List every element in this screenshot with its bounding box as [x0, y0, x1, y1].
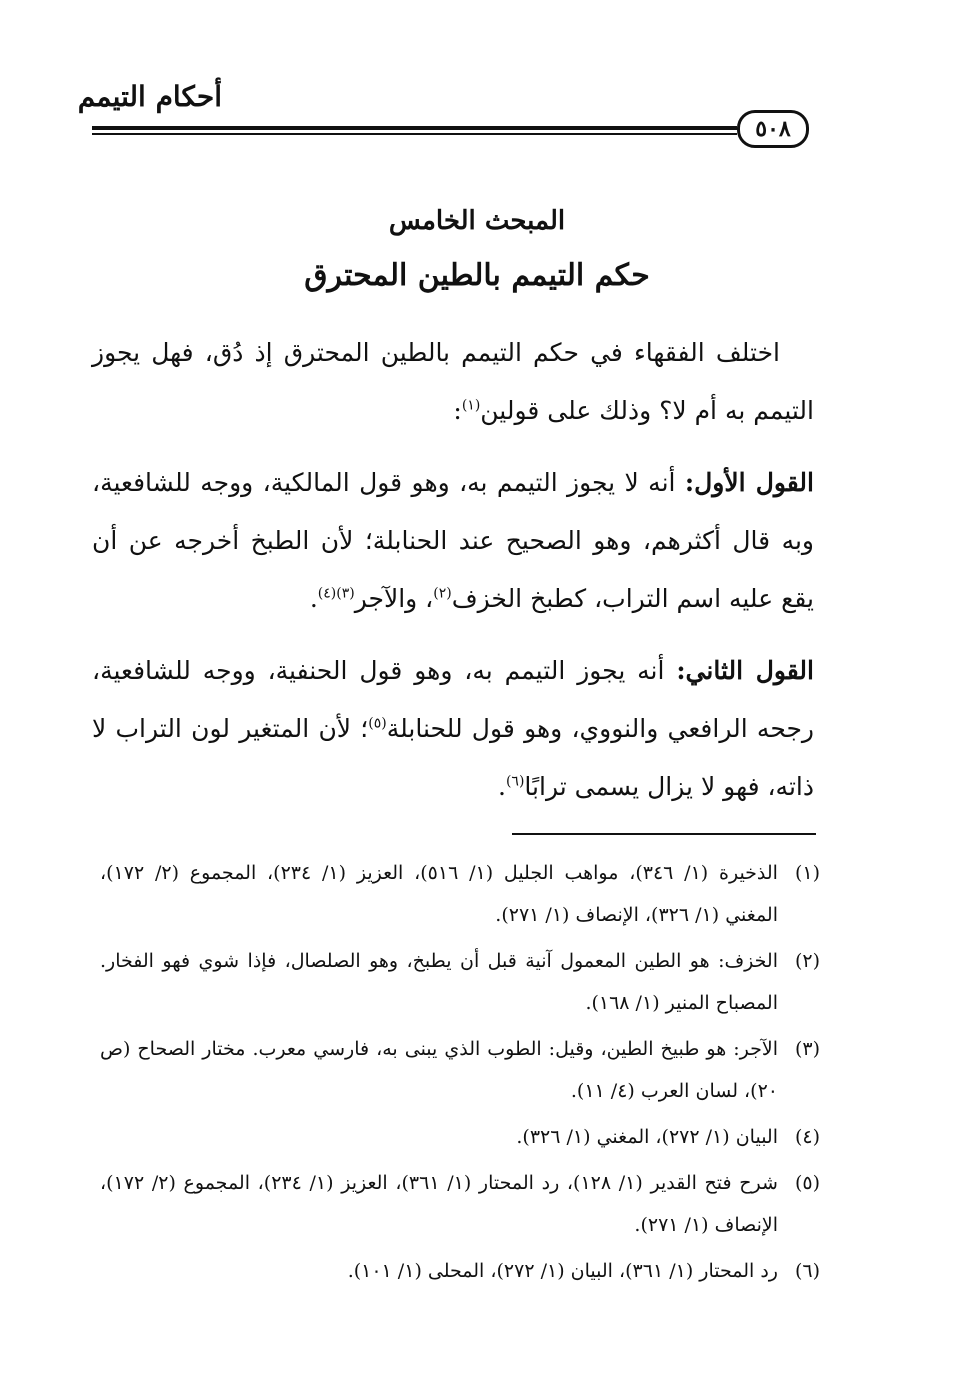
footnote-text: الآجر: هو طبيخ الطين، وقيل: الطوب الذي يبنى به، فارسي معرب. مختار الصحاح (ص ٢٠)، لسان العرب (٤/ ١١). [100, 1038, 778, 1102]
running-title: أحكام التيمم [77, 80, 222, 113]
header-rule-thin [92, 133, 737, 135]
footnote-item [100, 852, 820, 936]
section-title: حكم التيمم بالطين المحترق [304, 258, 650, 293]
footnote-text: البيان (١/ ٢٧٢)، المغني (١/ ٣٢٦). [516, 1126, 778, 1148]
footnote-text: رد المحتار (١/ ٣٦١)، البيان (١/ ٢٧٢)، المحلى (١/ ١٠١). [347, 1260, 778, 1282]
first-opinion-text: ، والآجر [354, 584, 434, 613]
footnote-number: (٣) [794, 1038, 820, 1060]
footnote-number: (٢) [794, 950, 820, 972]
footnote-item [100, 940, 820, 1024]
second-opinion-text: . [498, 772, 506, 801]
footnote-item [100, 1116, 820, 1158]
footnote-ref[interactable]: (٥) [368, 715, 387, 732]
second-opinion-paragraph [92, 642, 814, 816]
footnote-item [100, 1250, 820, 1292]
footnote-text: شرح فتح القدير (١/ ١٢٨)، رد المحتار (١/ ٣٦١)، العزيز (١/ ٢٣٤)، المجموع (٢/ ١٧٢)، الإنصاف (١/ ٢٧١). [100, 1172, 778, 1236]
intro-text: اختلف الفقهاء في حكم التيمم بالطين المحترق إذ دُق، فهل يجوز التيمم به أم لا؟ وذلك على قولين [92, 338, 814, 425]
footnote-number: (١) [794, 862, 820, 884]
intro-paragraph [92, 324, 814, 440]
body-text [92, 324, 814, 816]
page-number-badge: ٥٠٨ [737, 110, 809, 148]
footnote-number: (٦) [794, 1260, 820, 1282]
intro-end: : [453, 396, 462, 425]
footnote-text: الذخيرة (١/ ٣٤٦)، مواهب الجليل (١/ ٥١٦)، العزيز (١/ ٢٣٤)، المجموع (٢/ ١٧٢)، المغني (١/ ٣٢٦)، الإنصاف (١/ ٢٧١). [100, 862, 778, 926]
second-opinion-text: ؛ لأن المتغير لون التراب لا ذاته، فهو لا يزال يسمى ترابًا [92, 714, 814, 801]
footnote-number: (٥) [794, 1172, 820, 1194]
footnote-item [100, 1162, 820, 1246]
section-label: المبحث الخامس [388, 206, 566, 236]
first-opinion-lead: القول الأول: [684, 468, 814, 497]
footnote-ref[interactable]: (١) [461, 397, 481, 414]
second-opinion-lead: القول الثاني: [676, 656, 814, 685]
footnotes [100, 852, 820, 1296]
footnote-separator [512, 833, 816, 835]
header-rule-thick [92, 126, 737, 130]
first-opinion-paragraph [92, 454, 814, 628]
first-opinion-text: . [309, 584, 318, 613]
footnote-ref[interactable]: (٦) [505, 773, 525, 790]
footnote-text: الخزف: هو الطين المعمول آنية قبل أن يطبخ، وهو الصلصال، فإذا شوي فهو الفخار. المصباح المنير (١/ ١٦٨). [100, 950, 778, 1014]
footnote-item [100, 1028, 820, 1112]
footnote-ref[interactable]: (٣)(٤) [317, 585, 355, 602]
footnote-number: (٤) [794, 1126, 820, 1148]
first-opinion-text: أنه لا يجوز التيمم به، وهو قول المالكية، ووجه للشافعية، وبه قال أكثرهم، وهو الصحيح عند الحنابلة؛ لأن الطبخ أخرجه عن أن يقع عليه اسم التراب، كطبخ الخزف [92, 468, 814, 613]
footnote-ref[interactable]: (٢) [433, 585, 452, 602]
second-opinion-text: أنه يجوز التيمم به، وهو قول الحنفية، ووجه للشافعية، رجحه الرافعي والنووي، وهو قول للحنابلة [92, 656, 814, 743]
